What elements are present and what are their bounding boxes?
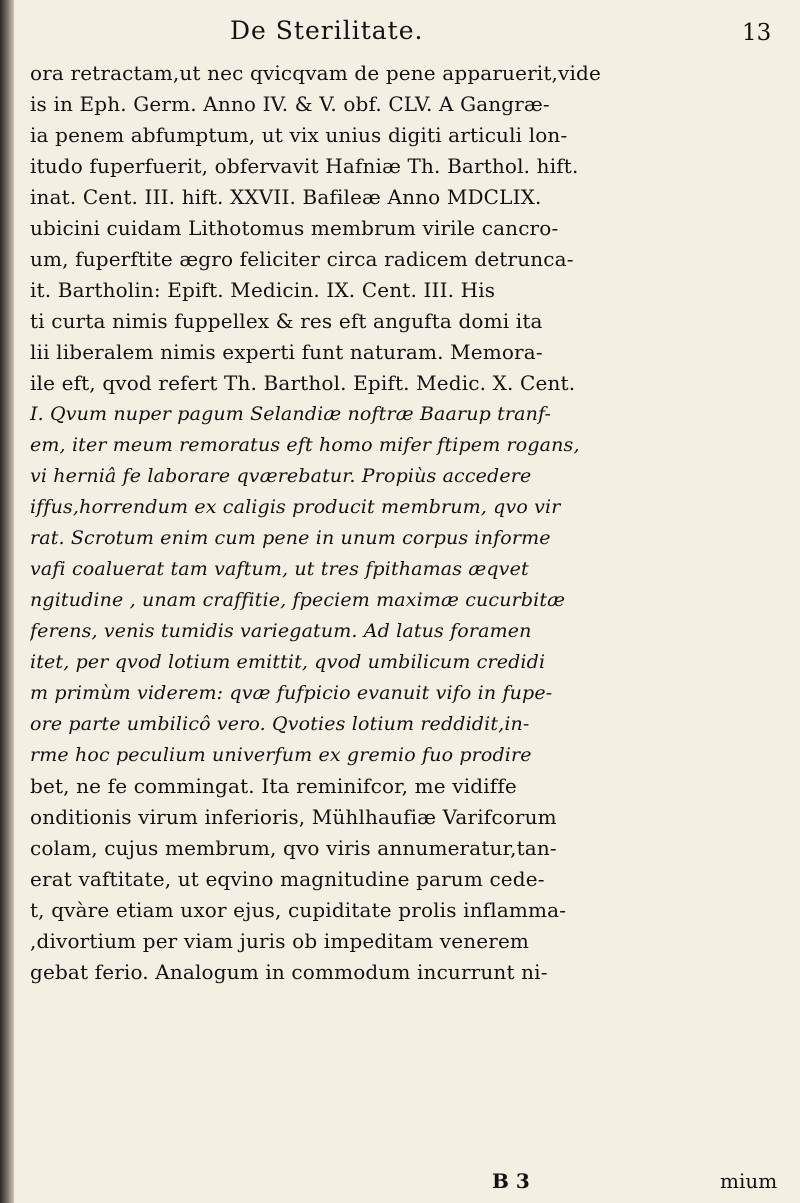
text-line: em, iter meum remoratus eft homo mifer ftipem rogans,	[30, 434, 580, 456]
text-line: ora retractam,ut nec qvicqvam de pene apparuerit,vide	[30, 61, 601, 85]
text-line: m primùm viderem: qvæ fufpicio evanuit vifo in fupe-	[30, 682, 553, 704]
text-line: iffus,horrendum ex caligis producit membrum, qvo vir	[30, 496, 561, 518]
text-line: bet, ne fe commingat. Ita reminifcor, me vidiffe	[30, 774, 517, 798]
page-gutter-shadow	[0, 0, 14, 1203]
text-line: vi herniâ fe laborare qværebatur. Propiùs accedere	[30, 465, 532, 487]
text-line: erat vaftitate, ut eqvino magnitudine parum cede-	[30, 867, 545, 891]
text-line: ,divortium per viam juris ob impeditam venerem	[30, 929, 530, 953]
text-line: lii liberalem nimis experti funt naturam. Memora-	[30, 340, 543, 364]
footer-line	[30, 1169, 780, 1199]
page-header	[0, 14, 800, 54]
text-line: ore parte umbilicô vero. Qvoties lotium reddidit,in-	[30, 713, 530, 735]
catchword: mium	[720, 1169, 778, 1193]
text-line: t, qvàre etiam uxor ejus, cupiditate prolis inflamma-	[30, 898, 567, 922]
body-text	[30, 58, 790, 988]
text-line: is in Eph. Germ. Anno IV. & V. obf. CLV. A Gangræ-	[30, 92, 550, 116]
text-line: ile eft, qvod refert Th. Barthol. Epift. Medic. X. Cent.	[30, 371, 576, 395]
text-line: ferens, venis tumidis variegatum. Ad latus foramen	[30, 620, 532, 642]
text-line: rme hoc peculium univerfum ex gremio fuo prodire	[30, 744, 532, 766]
text-line: itet, per qvod lotium emittit, qvod umbilicum credidi	[30, 651, 546, 673]
text-line: I. Qvum nuper pagum Selandiæ noftræ Baarup tranf-	[30, 403, 552, 425]
text-line: it. Bartholin: Epift. Medicin. IX. Cent. III. His	[30, 278, 496, 302]
text-line: vafi coaluerat tam vaftum, ut tres fpithamas æqvet	[30, 558, 529, 580]
text-line: itudo fuperfuerit, obfervavit Hafniæ Th. Barthol. hift.	[30, 154, 579, 178]
text-line: ngitudine , unam craffitie, fpeciem maximæ cucurbitæ	[30, 589, 566, 611]
text-line: um, fuperftite ægro feliciter circa radicem detrunca-	[30, 247, 574, 271]
running-head: De Sterilitate.	[230, 16, 424, 45]
text-line: onditionis virum inferioris, Mühlhaufiæ Varifcorum	[30, 805, 557, 829]
text-line: colam, cujus membrum, qvo viris annumeratur,tan-	[30, 836, 557, 860]
text-line: ia penem abfumptum, ut vix unius digiti articuli lon-	[30, 123, 568, 147]
text-line: ubicini cuidam Lithotomus membrum virile cancro-	[30, 216, 559, 240]
page-number: 13	[742, 20, 772, 46]
text-line: gebat ferio. Analogum in commodum incurrunt ni-	[30, 960, 548, 984]
text-line: rat. Scrotum enim cum pene in unum corpus informe	[30, 527, 551, 549]
signature-mark: B 3	[492, 1169, 530, 1193]
text-line: ti curta nimis fuppellex & res eft angufta domi ita	[30, 309, 543, 333]
text-line: inat. Cent. III. hift. XXVII. Bafileæ Anno MDCLIX.	[30, 185, 542, 209]
